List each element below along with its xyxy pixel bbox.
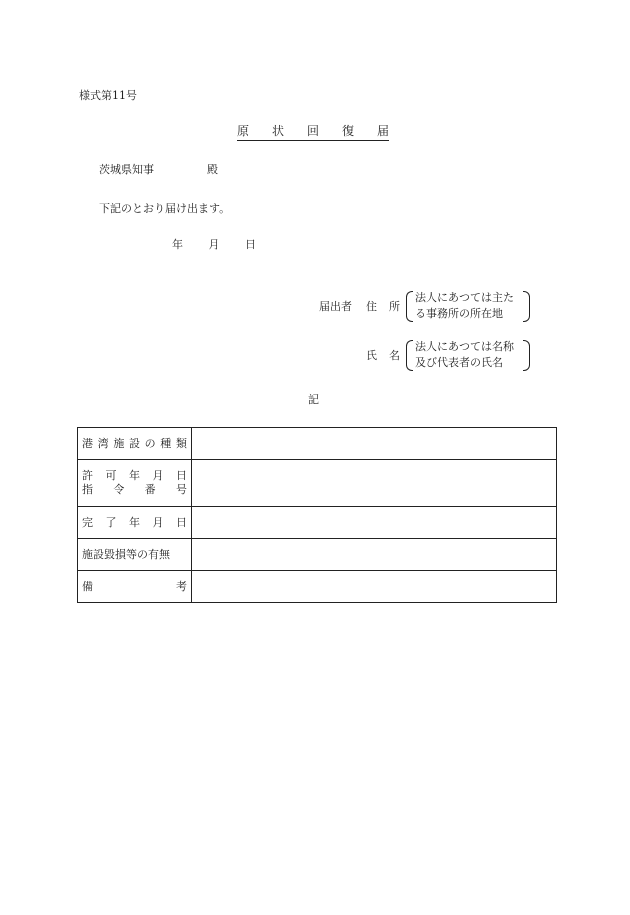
date-day: 日 [245,238,256,251]
table-row [78,428,557,460]
form-table [77,427,557,603]
row-value-facility-damage[interactable] [192,539,557,571]
row-label-facility-damage: 施設毀損等の有無 [78,539,192,571]
row-value-permit-date-number[interactable] [192,460,557,507]
name-label: 氏 名 [366,349,400,362]
row-value-completion-date[interactable] [192,507,557,539]
intro-text: 下記のとおり届け出ます。 [99,202,231,215]
addressee-name: 茨城県知事 [99,163,154,176]
ki-heading: 記 [308,393,319,406]
address-note: 法人にあつては主た る事務所の所在地 [415,290,521,322]
table-row [78,571,557,603]
row-label-permit-date-number: 許 可 年 月 日 指 令 番 号 [78,460,192,507]
addressee [99,161,218,177]
addressee-honorific: 殿 [207,163,218,176]
row-value-remarks[interactable] [192,571,557,603]
bracket-left [406,291,413,322]
bracket-right [523,291,530,322]
row-label-remarks: 備 考 [78,571,192,603]
notifier-label: 届出者 [319,300,352,313]
table-row [78,539,557,571]
form-number: 様式第11号 [79,89,137,102]
name-note: 法人にあつては名称 及び代表者の氏名 [415,339,521,371]
row-value-facility-type[interactable] [192,428,557,460]
table-row [78,460,557,507]
bracket-left [406,340,413,371]
document-title: 原 状 回 復 届 [237,122,389,141]
table-row [78,507,557,539]
date-year: 年 [172,238,183,251]
address-label: 住 所 [366,300,400,313]
row-label-completion-date: 完 了 年 月 日 [78,507,192,539]
row-label-facility-type: 港 湾 施 設 の 種 類 [78,428,192,460]
date-line [172,236,278,252]
bracket-right [523,340,530,371]
date-month: 月 [208,238,220,251]
